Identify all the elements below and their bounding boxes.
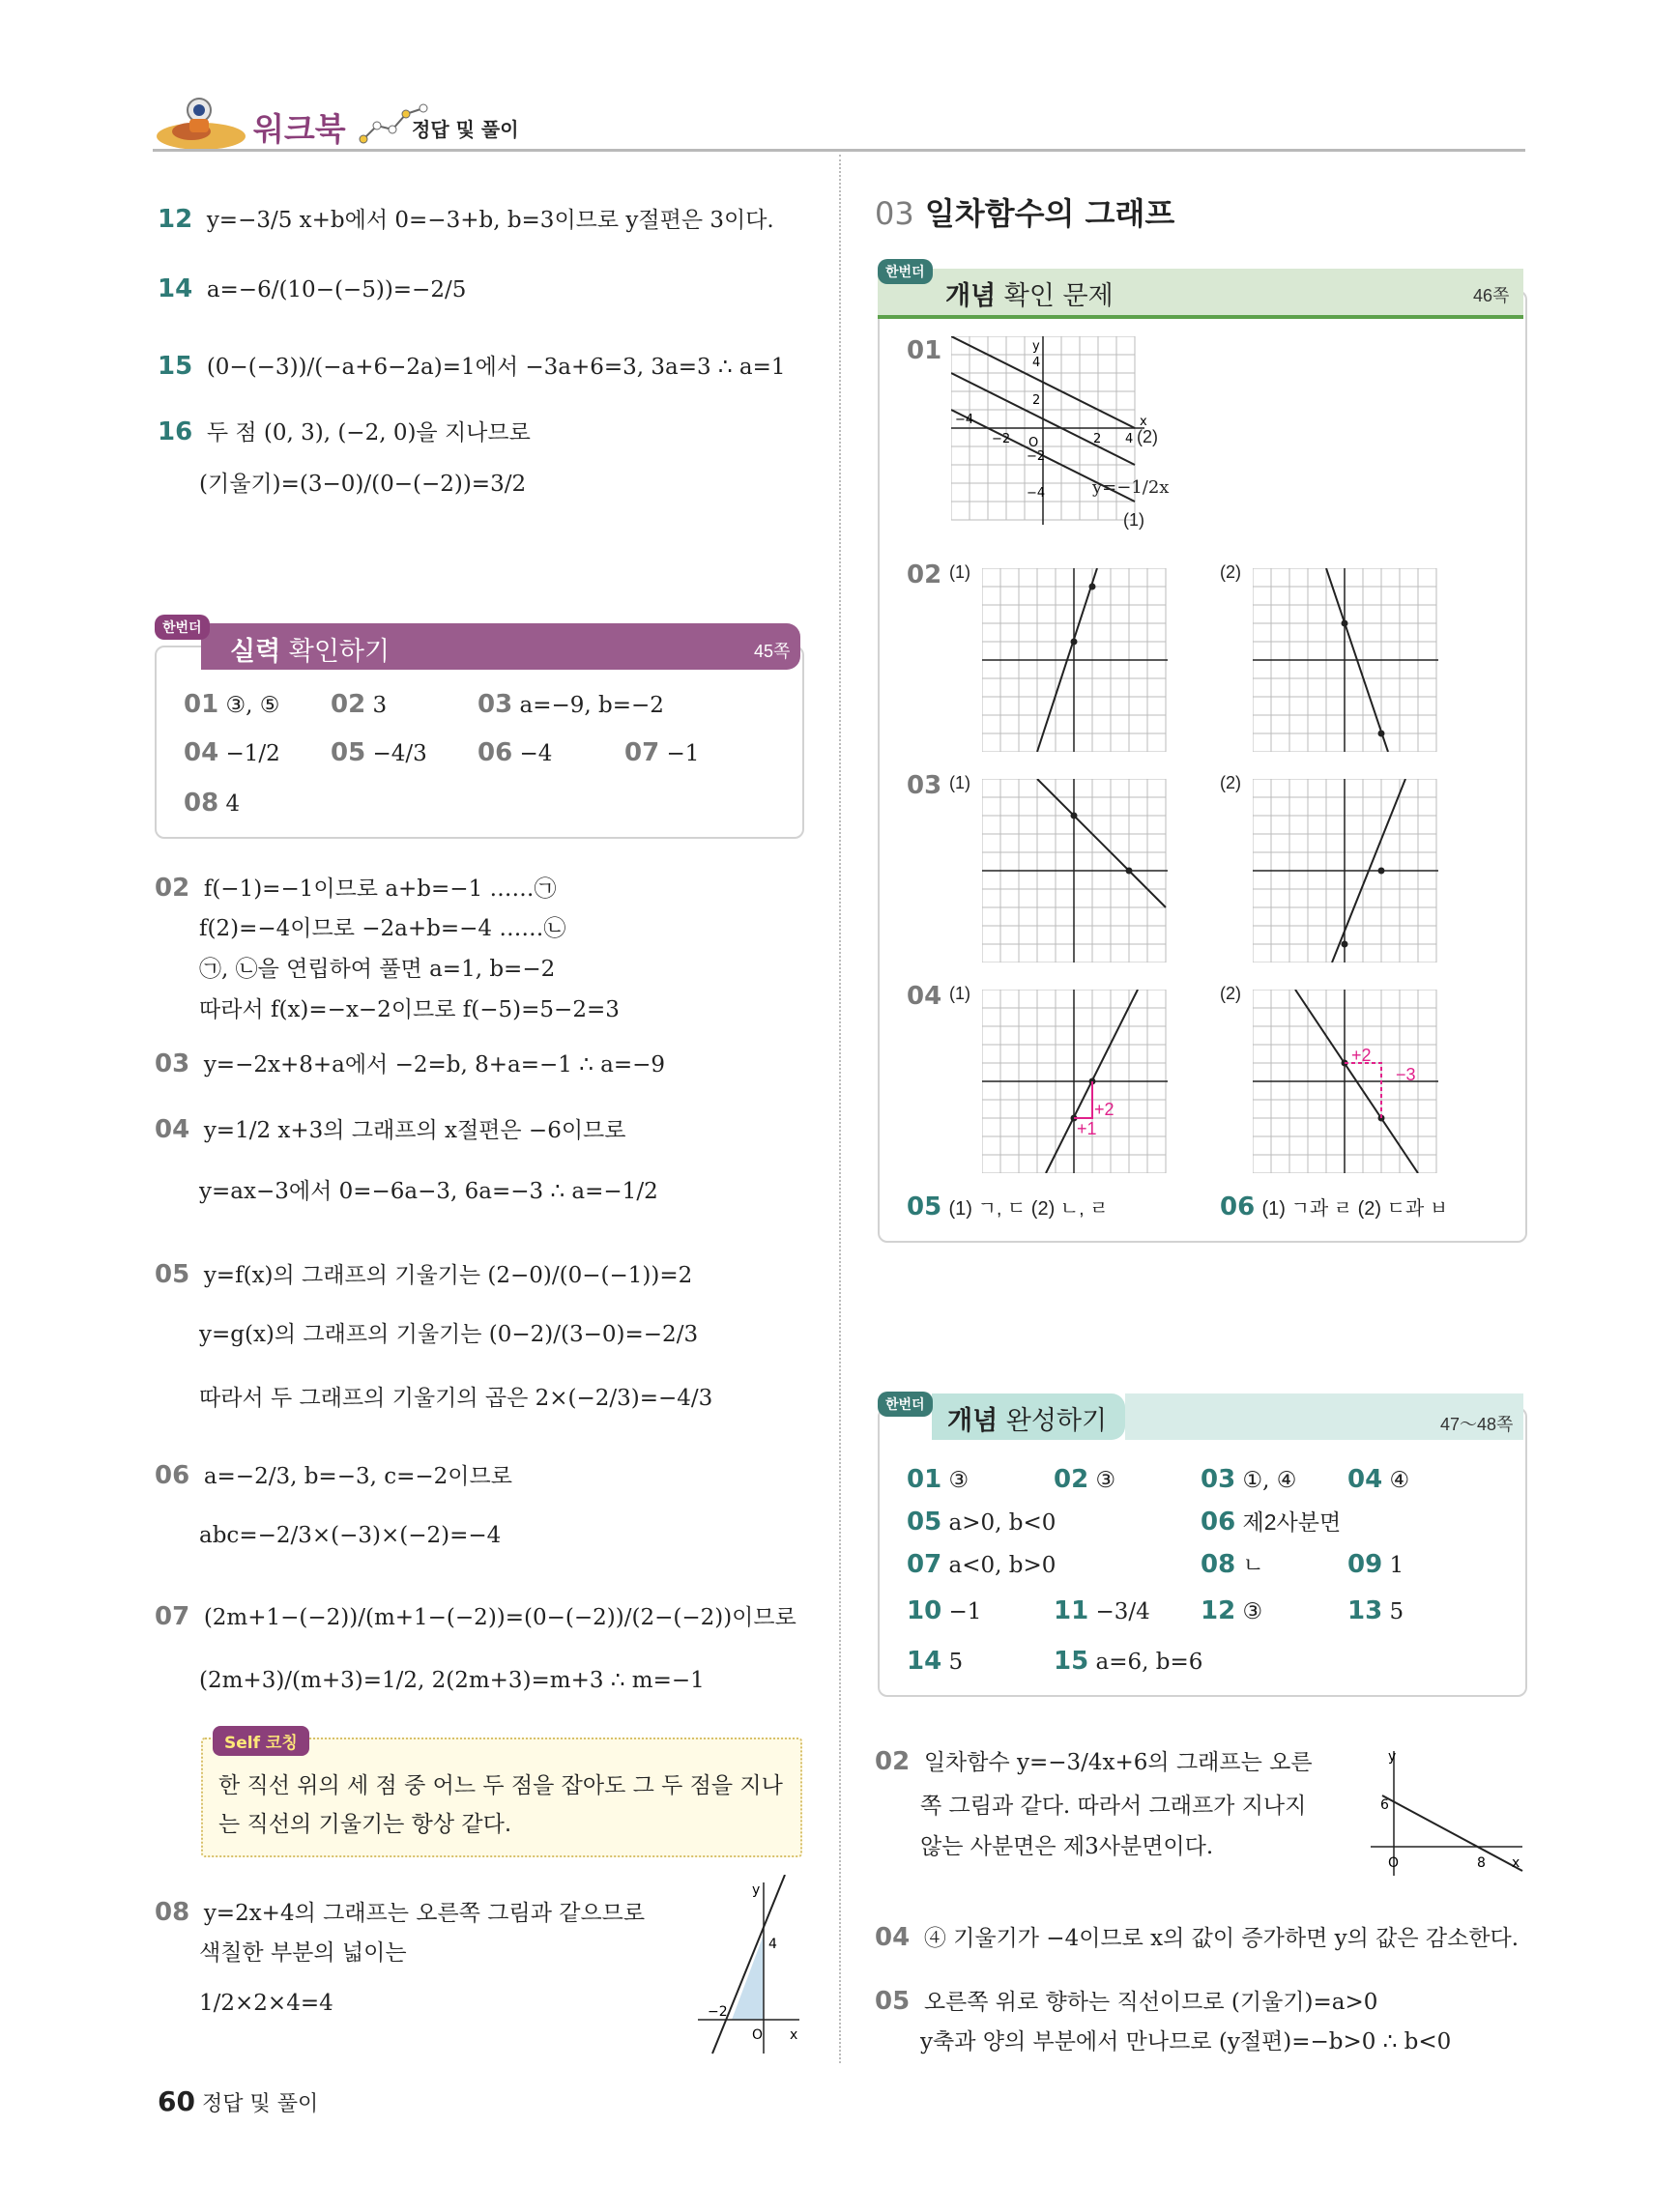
skill-check-pages: 45쪽 bbox=[754, 642, 791, 661]
chapter-title: 03 일차함수의 그래프 bbox=[875, 195, 1175, 232]
concept-item-05: 05 (1) ㄱ, ㄷ (2) ㄴ, ㄹ bbox=[907, 1192, 1109, 1221]
complete-answer: 10 −1 bbox=[907, 1596, 982, 1625]
complete-answer: 13 5 bbox=[1347, 1596, 1404, 1625]
svg-text:y: y bbox=[752, 1882, 761, 1898]
svg-text:x: x bbox=[1512, 1855, 1520, 1871]
complete-answer: 01 ③ bbox=[907, 1465, 970, 1494]
graph-03-2 bbox=[1253, 779, 1440, 962]
label-04-2: (2) bbox=[1220, 984, 1241, 1003]
svg-text:4: 4 bbox=[768, 1937, 777, 1952]
label-04-2-rise: −3 bbox=[1396, 1065, 1416, 1084]
complete-answer: 08 ㄴ bbox=[1201, 1550, 1264, 1579]
concept-complete-pages: 47～48쪽 bbox=[1440, 1415, 1514, 1434]
graph-01 bbox=[951, 336, 1164, 530]
astronaut-illustration bbox=[153, 93, 249, 151]
left-item-16-slope: (기울기)=(3−0)/(0−(−2))=3/2 bbox=[199, 472, 527, 497]
header-subtitle: 정답 및 풀이 bbox=[412, 118, 519, 141]
column-divider bbox=[839, 155, 841, 2063]
skill-answer: 04 −1/2 bbox=[184, 738, 280, 767]
complete-answer: 07 a<0, b>0 bbox=[907, 1550, 1057, 1579]
graph-03-1 bbox=[982, 779, 1170, 962]
skill-answer: 08 4 bbox=[184, 789, 241, 818]
svg-text:O: O bbox=[1388, 1855, 1400, 1871]
svg-text:O: O bbox=[1028, 436, 1039, 450]
graph-08-figure bbox=[688, 1875, 804, 2058]
svg-text:O: O bbox=[752, 2027, 764, 2043]
complete-answer: 09 1 bbox=[1347, 1550, 1404, 1579]
svg-text:−4: −4 bbox=[955, 413, 974, 427]
concept-complete-title: 개념 완성하기 bbox=[947, 1406, 1108, 1436]
label-04-1-rise: +2 bbox=[1094, 1100, 1115, 1119]
graph-02-1 bbox=[982, 568, 1170, 752]
svg-text:2: 2 bbox=[1032, 393, 1041, 408]
concept-item-06: 06 (1) ㄱ과 ㄹ (2) ㄷ과 ㅂ bbox=[1220, 1192, 1449, 1221]
concept-item-04-num: 04 bbox=[907, 982, 942, 1011]
skill-answer: 06 −4 bbox=[478, 738, 553, 767]
concept-check-title: 개념 확인 문제 bbox=[945, 281, 1114, 311]
concept-item-03-num: 03 bbox=[907, 771, 942, 800]
graph-02-figure bbox=[1363, 1745, 1527, 1881]
concept-check-pages: 46쪽 bbox=[1473, 286, 1510, 305]
svg-text:y: y bbox=[1388, 1749, 1397, 1765]
concept-item-02-num: 02 bbox=[907, 560, 942, 589]
svg-text:2: 2 bbox=[1093, 432, 1102, 446]
skill-answer: 03 a=−9, b=−2 bbox=[478, 690, 664, 719]
svg-text:x: x bbox=[790, 2027, 798, 2043]
label-04-2-run: +2 bbox=[1351, 1046, 1372, 1065]
self-coaching-tag: Self 코칭 bbox=[213, 1726, 309, 1756]
complete-answer: 02 ③ bbox=[1054, 1465, 1116, 1494]
label-03-2: (2) bbox=[1220, 773, 1241, 792]
label-01-eq: y=−1/2x bbox=[1092, 477, 1170, 498]
concept-check-tag: 한번더 bbox=[878, 259, 933, 284]
label-04-1-run: +1 bbox=[1077, 1119, 1097, 1138]
label-02-2: (2) bbox=[1220, 562, 1241, 582]
complete-answer: 03 ①, ④ bbox=[1201, 1465, 1297, 1494]
label-04-1: (1) bbox=[949, 984, 970, 1003]
svg-text:−2: −2 bbox=[708, 2004, 728, 2020]
left-item-16: 16 두 점 (0, 3), (−2, 0)을 지나므로 bbox=[158, 417, 531, 446]
complete-answer: 15 a=6, b=6 bbox=[1054, 1647, 1203, 1676]
left-item-12: 12 y=−3/5 x+b에서 0=−3+b, b=3이므로 y절편은 3이다. bbox=[158, 205, 774, 234]
label-03-1: (1) bbox=[949, 773, 970, 792]
skill-check-title: 실력 확인하기 bbox=[230, 637, 391, 667]
skill-answer: 01 ③, ⑤ bbox=[184, 690, 280, 719]
concept-complete-tag: 한번더 bbox=[878, 1392, 933, 1417]
skill-check-tag: 한번더 bbox=[155, 615, 210, 640]
svg-text:4: 4 bbox=[1032, 356, 1041, 370]
svg-text:x: x bbox=[1140, 415, 1147, 429]
label-01-1: (1) bbox=[1123, 510, 1144, 530]
graph-04-1 bbox=[982, 990, 1170, 1173]
label-01-2: (2) bbox=[1137, 427, 1158, 446]
header-rule bbox=[153, 149, 1525, 152]
brand-title: 워크북 bbox=[253, 110, 346, 148]
complete-answer: 06 제2사분면 bbox=[1201, 1508, 1342, 1537]
complete-answer: 14 5 bbox=[907, 1647, 964, 1676]
page-footer: 60 정답 및 풀이 bbox=[158, 2085, 319, 2117]
svg-text:8: 8 bbox=[1477, 1855, 1486, 1871]
svg-text:−4: −4 bbox=[1027, 486, 1046, 501]
complete-answer: 12 ③ bbox=[1201, 1596, 1263, 1625]
skill-answer: 02 3 bbox=[331, 690, 388, 719]
svg-text:y: y bbox=[1032, 339, 1040, 354]
graph-02-2 bbox=[1253, 568, 1440, 752]
concept-item-01-num: 01 bbox=[907, 336, 942, 365]
left-item-15: 15 (0−(−3))/(−a+6−2a)=1에서 −3a+6=3, 3a=3 ∴ a=1 bbox=[158, 352, 786, 381]
svg-text:6: 6 bbox=[1380, 1797, 1389, 1813]
complete-answer: 04 ④ bbox=[1347, 1465, 1410, 1494]
self-coaching-text: 한 직선 위의 세 점 중 어느 두 점을 잡아도 그 두 점을 지나는 직선의 기울기는 항상 같다. bbox=[218, 1773, 783, 1837]
svg-text:−2: −2 bbox=[1027, 449, 1046, 464]
svg-text:4: 4 bbox=[1125, 432, 1134, 446]
label-02-1: (1) bbox=[949, 562, 970, 582]
skill-answer: 05 −4/3 bbox=[331, 738, 427, 767]
complete-answer: 11 −3/4 bbox=[1054, 1596, 1150, 1625]
left-item-14: 14 a=−6/(10−(−5))=−2/5 bbox=[158, 274, 467, 303]
skill-answer: 07 −1 bbox=[624, 738, 700, 767]
svg-text:−2: −2 bbox=[992, 432, 1011, 446]
complete-answer: 05 a>0, b<0 bbox=[907, 1508, 1057, 1537]
